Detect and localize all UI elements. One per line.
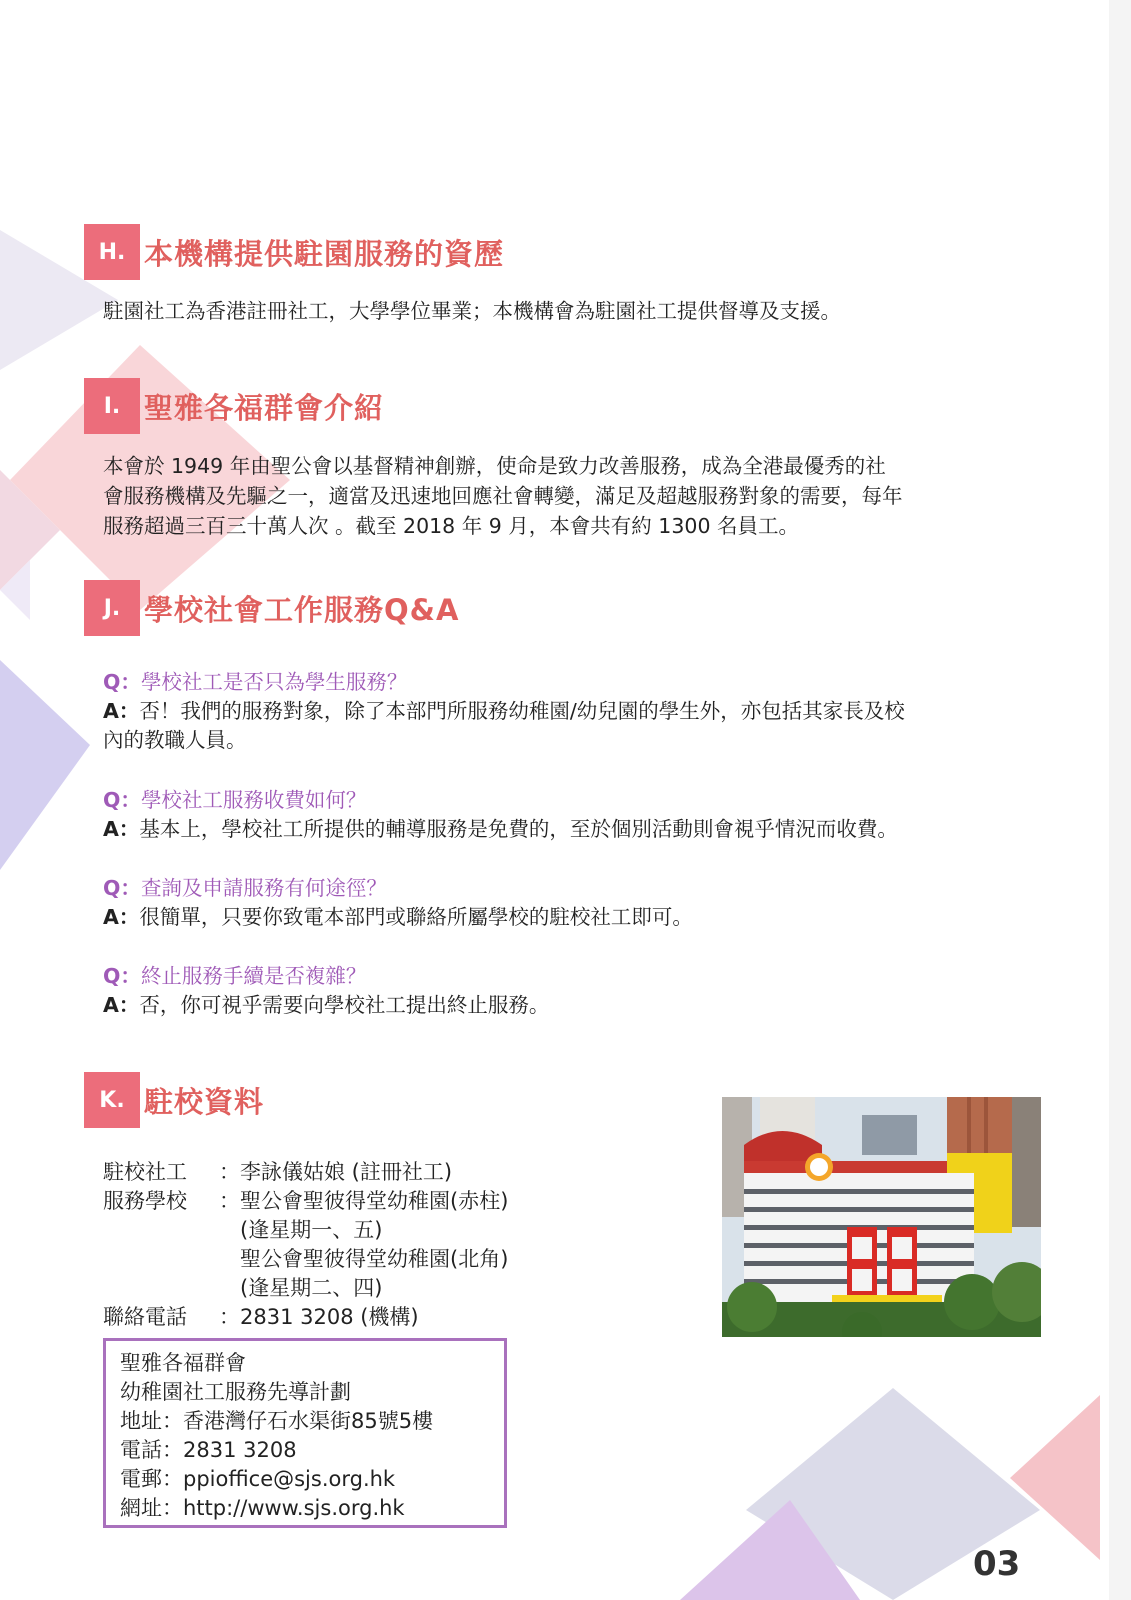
contact-tel: 電話：2831 3208 [120,1438,297,1462]
qa-answer [103,697,1033,726]
qa-item [103,668,1033,755]
section-k-title: 駐校資料 [144,1084,265,1119]
contact-org: 聖雅各福群會 [120,1351,246,1375]
worker-name: 李詠儀姑娘 (註冊社工) [240,1160,453,1184]
q-mark: Q： [103,964,141,988]
section-k-badge: K. [84,1072,140,1128]
q-mark: Q： [103,670,141,694]
building-photo [722,1097,1041,1337]
section-i-line: 本會於 1949 年由聖公會以基督精神創辦，使命是致力改善服務，成為全港最優秀的社 [103,454,886,478]
qa-answer-cont: 內的教職人員。 [103,728,247,752]
section-i-line: 服務超過三百三十萬人次 。截至 2018 年 9 月，本會共有約 1300 名員工。 [103,514,799,538]
section-j-title: 學校社會工作服務Q&A [144,592,460,627]
qa-item [103,874,1033,932]
qa-answer [103,903,1033,932]
contact-box [103,1338,507,1528]
section-h-badge: H. [84,224,140,280]
bg-triangle [0,660,90,870]
page-edge [1109,0,1131,1600]
question-text: 學校社工是否只為學生服務？ [140,670,408,694]
qa-question [103,668,1033,697]
section-k-header [84,1072,264,1128]
section-h-title: 本機構提供駐園服務的資歷 [144,236,505,271]
school-1-days: (逢星期一、五) [240,1218,383,1242]
section-j-header [84,580,459,636]
qa-answer [103,991,1033,1020]
question-text: 查詢及申請服務有何途徑？ [140,876,387,900]
q-mark: Q： [103,788,141,812]
separator: ： [219,1305,240,1329]
section-i-line: 會服務機構及先驅之一，適當及迅速地回應社會轉變，滿足及超越服務對象的需要，每年 [103,484,903,508]
bg-triangle [1010,1395,1100,1560]
a-mark: A： [103,905,140,929]
contact-web[interactable]: 網址：http://www.sjs.org.hk [120,1496,405,1520]
info-row-schools [103,1187,508,1216]
qa-question [103,962,1033,991]
q-mark: Q： [103,876,141,900]
info-row-phone [103,1303,508,1332]
question-text: 終止服務手續是否複雜？ [140,964,367,988]
school-2: 聖公會聖彼得堂幼稚園(北角) [240,1247,509,1271]
phone-number: 2831 3208 (機構) [240,1305,419,1329]
section-h-body: 駐園社工為香港註冊社工，大學學位畢業；本機構會為駐園社工提供督導及支援。 [103,299,841,323]
page-number: 03 [973,1544,1021,1584]
contact-address: 地址：香港灣仔石水渠街85號5樓 [120,1409,434,1433]
phone-label: 聯絡電話 [103,1305,187,1329]
a-mark: A： [103,699,140,723]
question-text: 學校社工服務收費如何？ [140,788,367,812]
info-row-worker [103,1158,508,1187]
school-2-days: (逢星期二、四) [240,1276,383,1300]
section-h-header [84,224,504,280]
qa-answer [103,815,1033,844]
a-mark: A： [103,993,140,1017]
section-i-title: 聖雅各福群會介紹 [144,390,385,425]
answer-text: 基本上，學校社工所提供的輔導服務是免費的，至於個別活動則會視乎情況而收費。 [139,817,898,841]
a-mark: A： [103,817,140,841]
answer-text: 否，你可視乎需要向學校社工提出終止服務。 [139,993,550,1017]
school-1: 聖公會聖彼得堂幼稚園(赤柱) [240,1189,509,1213]
worker-label: 駐校社工 [103,1160,187,1184]
contact-email: 電郵：ppioffice@sjs.org.hk [120,1467,396,1491]
section-i-badge: I. [84,378,140,434]
section-i-header [84,378,384,434]
answer-text: 否！我們的服務對象，除了本部門所服務幼稚園/幼兒園的學生外，亦包括其家長及校 [139,699,905,723]
section-i-body [103,451,1033,541]
section-j-badge: J. [84,580,140,636]
school-info [103,1158,508,1332]
separator: ： [219,1160,240,1184]
qa-item [103,786,1033,844]
qa-item [103,962,1033,1020]
schools-label: 服務學校 [103,1189,187,1213]
answer-text: 很簡單，只要你致電本部門或聯絡所屬學校的駐校社工即可。 [139,905,693,929]
qa-question [103,874,1033,903]
contact-program: 幼稚園社工服務先導計劃 [120,1380,351,1404]
separator: ： [219,1189,240,1213]
qa-question [103,786,1033,815]
